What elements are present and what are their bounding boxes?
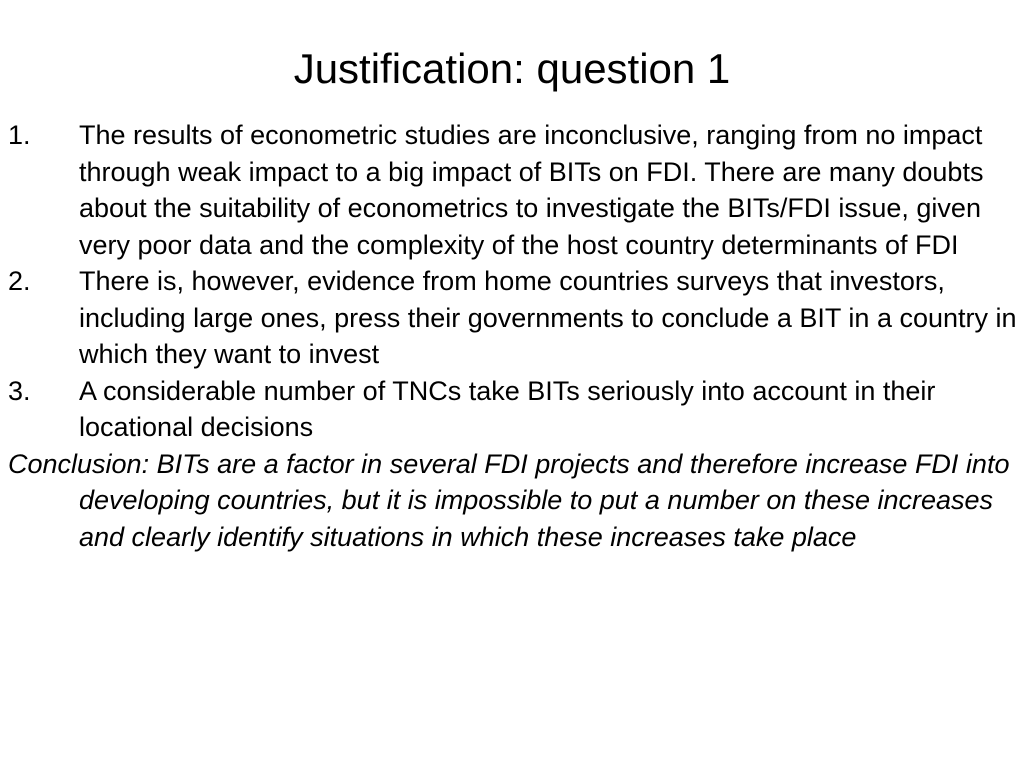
list-item-1: [8, 117, 1018, 263]
slide-title: Justification: question 1: [293, 45, 731, 92]
list-item-number: 1.: [8, 120, 31, 150]
list-item-number: 3.: [8, 375, 31, 406]
conclusion-paragraph: Conclusion: BITs are a factor in several FDI projects and therefore increase FDI into developing countries, but it is impossible to put a number on these increases and clearly identify situations in which these increases take place: [8, 448, 1010, 552]
list-item-text: A considerable number of TNCs take BITs seriously into account in their locational decisions: [79, 375, 936, 442]
list-item-text: There is, however, evidence from home countries surveys that investors, including large ones, press their governments to conclude a BIT in a country in which they want to invest: [79, 266, 1017, 369]
list-item-2: [8, 263, 1018, 373]
list-item-number: 2.: [8, 266, 31, 296]
list-item-text: The results of econometric studies are inconclusive, ranging from no impact through weak impact to a big impact of BITs on FDI. There are many doubts about the suitability of econometrics to investigate the BITs/FDI issue, given very poor data and the complexity of the host country determinants of FDI: [79, 120, 984, 260]
bullet-list: [8, 117, 1018, 555]
list-item-3: [8, 373, 1018, 446]
